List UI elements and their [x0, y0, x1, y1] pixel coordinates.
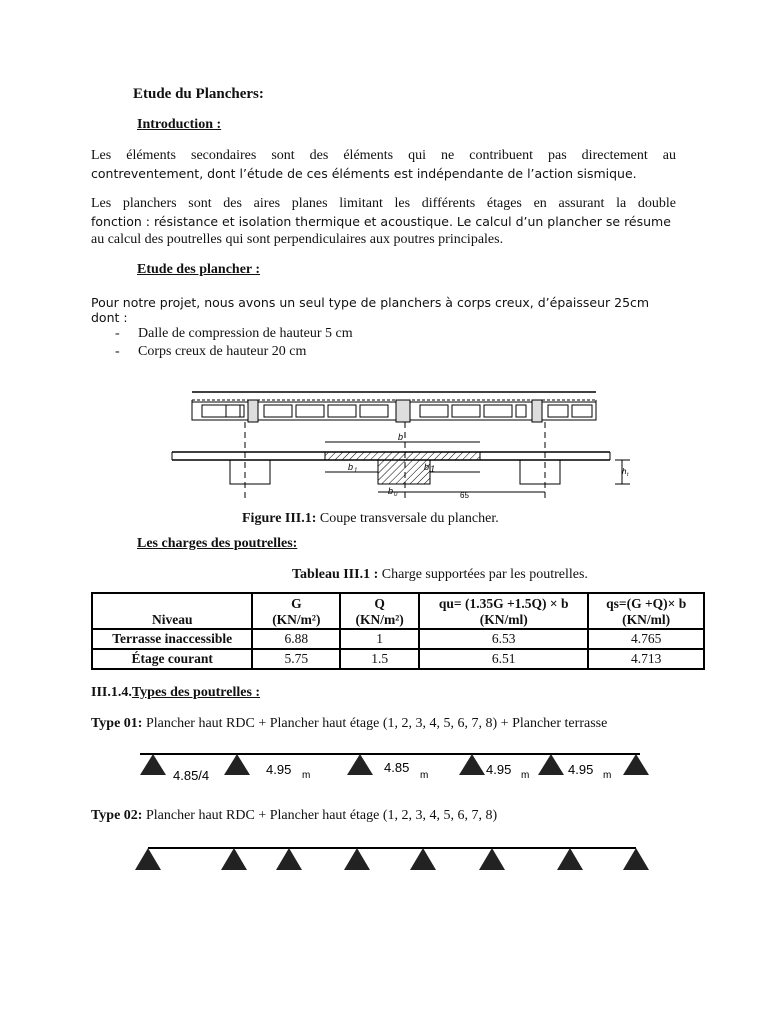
cell-niveau: Étage courant [92, 649, 252, 669]
table-caption [292, 567, 588, 583]
types-title-text: Types des poutrelles : [131, 685, 261, 700]
span-label: 4.85/4 [173, 768, 210, 783]
types-title-num: III.1.4. [91, 685, 132, 700]
cell-g: 5.75 [252, 649, 340, 669]
header-qu: qu= (1.35G +1.5Q) × b (KN/ml) [419, 593, 588, 629]
support-icon [557, 848, 583, 870]
support-icon [623, 754, 649, 775]
bullet-item-2: Corps creux de hauteur 20 cm [138, 344, 307, 359]
support-icon [459, 754, 485, 775]
support-icon [479, 848, 505, 870]
dim-b1-right-sub: 1 [430, 464, 436, 474]
header-niveau: Niveau [92, 593, 252, 629]
span-unit: m [521, 770, 530, 781]
types-title [91, 685, 260, 701]
charges-title: Les charges des poutrelles: [137, 536, 298, 551]
table-caption-text: Charge supportées par les poutrelles. [381, 567, 588, 582]
table-row [92, 629, 704, 649]
type1-label: Type 01: [91, 716, 143, 731]
cell-qs: 4.765 [588, 629, 704, 649]
support-icon [623, 848, 649, 870]
cell-qs: 4.713 [588, 649, 704, 669]
dim-b0: b [388, 486, 394, 496]
figure-caption [242, 511, 499, 527]
dim-spacing: 65 [460, 491, 469, 500]
table-header-row [92, 593, 704, 629]
type2-label: Type 02: [91, 808, 143, 823]
figure-caption-text: Coupe transversale du plancher. [319, 511, 499, 526]
cell-q: 1 [340, 629, 419, 649]
type1-line [91, 716, 607, 732]
bullet-dash-2: - [115, 344, 120, 359]
header-q: Q (KN/m²) [340, 593, 419, 629]
intro-p1-line1: Les éléments secondaires sont des éléments qui ne contribuent pas directement au [91, 148, 676, 163]
intro-p2-line2: fonction : résistance et isolation thermique et acoustique. Le calcul d’un plancher se résume [91, 214, 671, 229]
bullet-item-1: Dalle de compression de hauteur 5 cm [138, 326, 353, 341]
dim-ht: h [622, 467, 627, 476]
dim-b1-right: b [424, 462, 430, 472]
header-qs: qs=(G +Q)× b (KN/ml) [588, 593, 704, 629]
charges-table [91, 592, 705, 670]
type2-line [91, 808, 497, 824]
intro-p1-line2: contreventement, dont l’étude de ces éléments est indépendante de l’action sismique. [91, 166, 637, 181]
page-heading: Etude du Planchers: [133, 86, 264, 102]
dim-b1-left-sub: 1 [354, 468, 358, 474]
cell-qu: 6.53 [419, 629, 588, 649]
cell-niveau: Terrasse inaccessible [92, 629, 252, 649]
intro-title: Introduction : [137, 117, 222, 132]
study-text: Pour notre projet, nous avons un seul type de planchers à corps creux, d’épaisseur 25cm dont : [91, 295, 650, 325]
support-icon [135, 848, 161, 870]
support-icon [276, 848, 302, 870]
cell-g: 6.88 [252, 629, 340, 649]
dim-b1-left: b [348, 462, 354, 472]
study-title: Etude des plancher : [137, 262, 261, 277]
support-icon [347, 754, 373, 775]
cell-qu: 6.51 [419, 649, 588, 669]
cell-q: 1.5 [340, 649, 419, 669]
support-icon [344, 848, 370, 870]
support-icon [140, 754, 166, 775]
support-icon [410, 848, 436, 870]
intro-p2-line1: Les planchers sont des aires planes limitant les différents étages en assurant la double [91, 196, 676, 211]
type2-text: Plancher haut RDC + Plancher haut étage (1, 2, 3, 4, 5, 6, 7, 8) [145, 808, 498, 823]
dim-ht-sub: t [627, 472, 629, 478]
support-icon [538, 754, 564, 775]
span-unit: m [420, 770, 429, 781]
floor-section-figure [160, 380, 630, 508]
dim-b0-sub: 0 [394, 492, 398, 498]
bullet-dash-1: - [115, 326, 120, 341]
intro-p2-line3: au calcul des poutrelles qui sont perpendiculaires aux poutres principales. [91, 232, 504, 247]
support-icon [221, 848, 247, 870]
type1-beam-diagram [130, 748, 650, 788]
type2-beam-diagram [130, 840, 650, 880]
span-unit: m [603, 770, 612, 781]
support-icon [224, 754, 250, 775]
span-label: 4.95 [486, 762, 512, 777]
table-label: Tableau III.1 : [292, 567, 379, 582]
span-label: 4.85 [384, 760, 410, 775]
header-g: G (KN/m²) [252, 593, 340, 629]
type1-text: Plancher haut RDC + Plancher haut étage (1, 2, 3, 4, 5, 6, 7, 8) + Plancher terrasse [145, 716, 608, 731]
span-unit: m [302, 770, 311, 781]
table-row [92, 649, 704, 669]
span-label: 4.95 [266, 762, 292, 777]
span-label: 4.95 [568, 762, 594, 777]
dim-b: b [398, 432, 404, 442]
figure-label: Figure III.1: [242, 511, 317, 526]
